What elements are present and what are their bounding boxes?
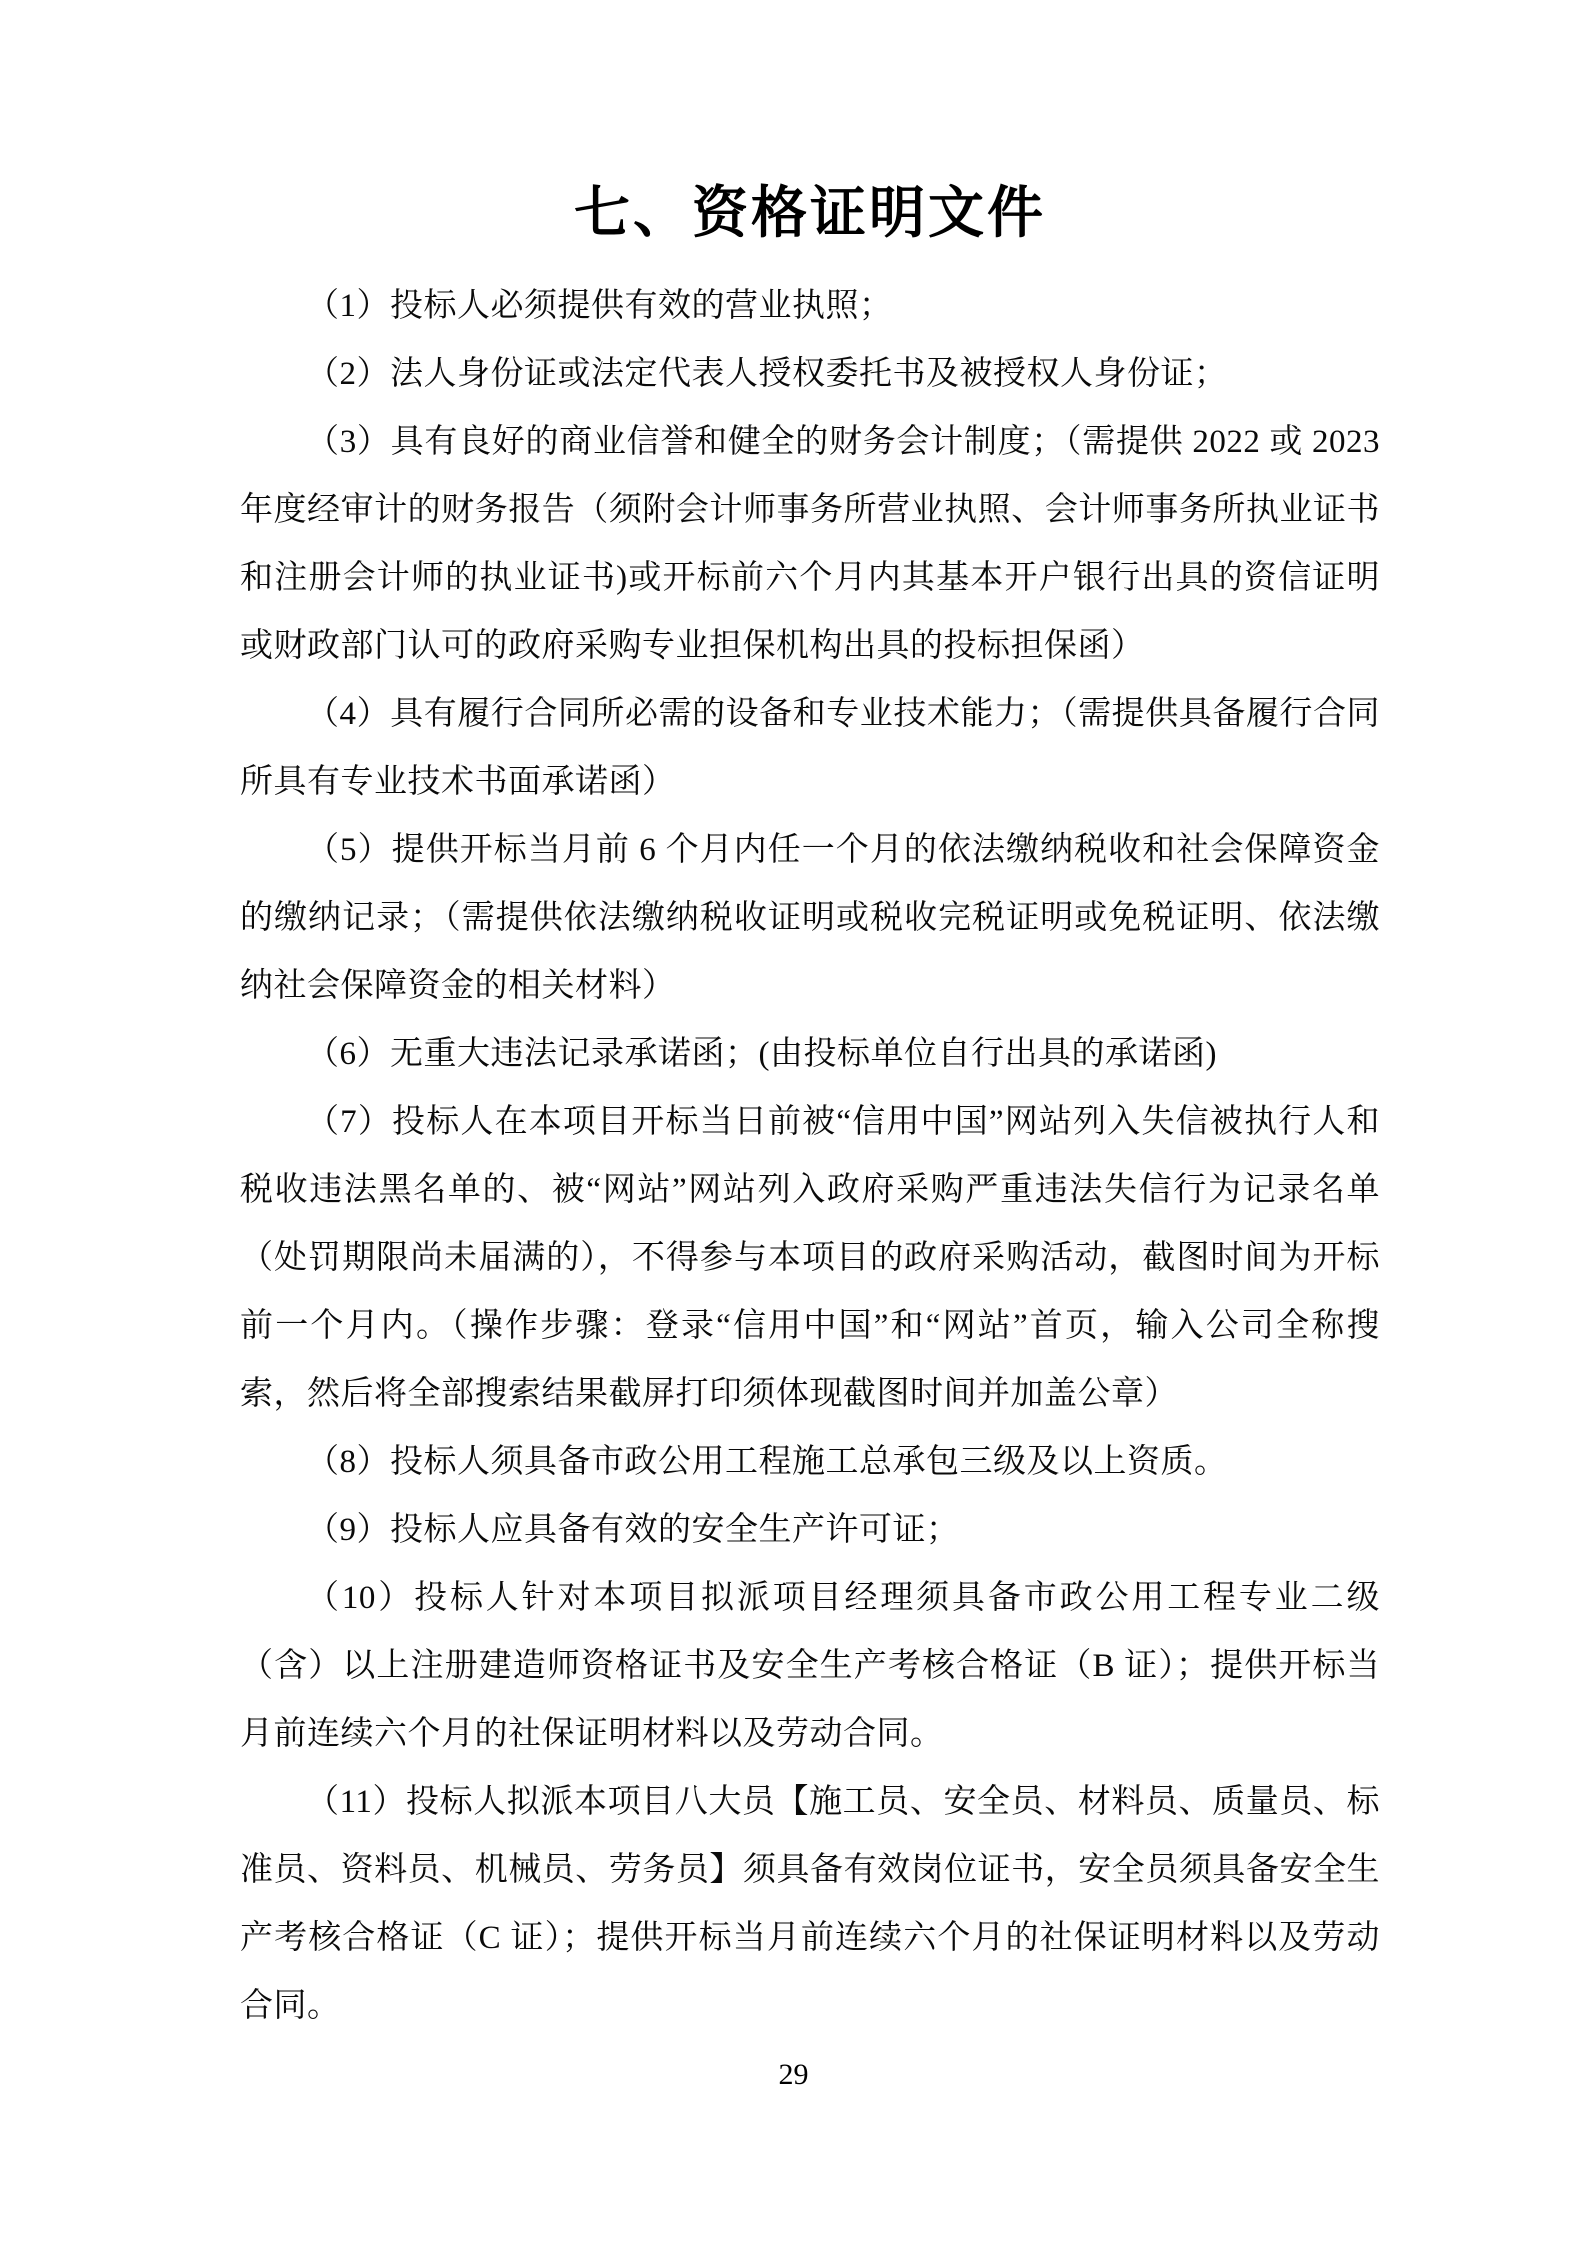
- doc-paragraph: （9）投标人应具备有效的安全生产许可证；: [306, 1512, 960, 1548]
- doc-paragraph: （7）投标人在本项目开标当日前被“信用中国”网站列入失信被执行人和税收违法黑名单的、被“网站”网站列入政府采购严重违法失信行为记录名单（处罚期限尚未届满的），不得参与本项目的政府采购活动，截图时间为开标前一个月内。（操作步骤：登录“信用中国”和“网站”首页，输入公司全称搜索，然后将全部搜索结果截屏打印须体现截图时间并加盖公章）: [240, 1104, 1380, 1412]
- doc-paragraph: （3）具有良好的商业信誉和健全的财务会计制度；（需提供 2022 或 2023 年度经审计的财务报告（须附会计师事务所营业执照、会计师事务所执业证书和注册会计师的执业证书)或开标前六个月内其基本开户银行出具的资信证明或财政部门认可的政府采购专业担保机构出具的投标担保函）: [240, 424, 1380, 664]
- doc-paragraph: （4）具有履行合同所必需的设备和专业技术能力；（需提供具备履行合同所具有专业技术书面承诺函）: [240, 696, 1380, 800]
- document-body: [240, 272, 1380, 2040]
- doc-paragraph: （11）投标人拟派本项目八大员【施工员、安全员、材料员、质量员、标准员、资料员、机械员、劳务员】须具备有效岗位证书，安全员须具备安全生产考核合格证（C 证）；提供开标当月前连续六个月的社保证明材料以及劳动合同。: [240, 1784, 1380, 2024]
- doc-paragraph: （10）投标人针对本项目拟派项目经理须具备市政公用工程专业二级（含）以上注册建造师资格证书及安全生产考核合格证（B 证）；提供开标当月前连续六个月的社保证明材料以及劳动合同。: [240, 1580, 1380, 1752]
- doc-paragraph: （1）投标人必须提供有效的营业执照；: [306, 288, 893, 324]
- doc-paragraph: （8）投标人须具备市政公用工程施工总承包三级及以上资质。: [306, 1444, 1228, 1480]
- doc-paragraph: （5）提供开标当月前 6 个月内任一个月的依法缴纳税收和社会保障资金的缴纳记录；（需提供依法缴纳税收证明或税收完税证明或免税证明、依法缴纳社会保障资金的相关材料）: [240, 832, 1380, 1004]
- page-title: 七、资格证明文件: [574, 183, 1046, 245]
- doc-paragraph: （2）法人身份证或法定代表人授权委托书及被授权人身份证；: [306, 356, 1228, 392]
- doc-paragraph: （6）无重大违法记录承诺函；(由投标单位自行出具的承诺函): [306, 1036, 1217, 1072]
- page-number: 29: [778, 2058, 809, 2091]
